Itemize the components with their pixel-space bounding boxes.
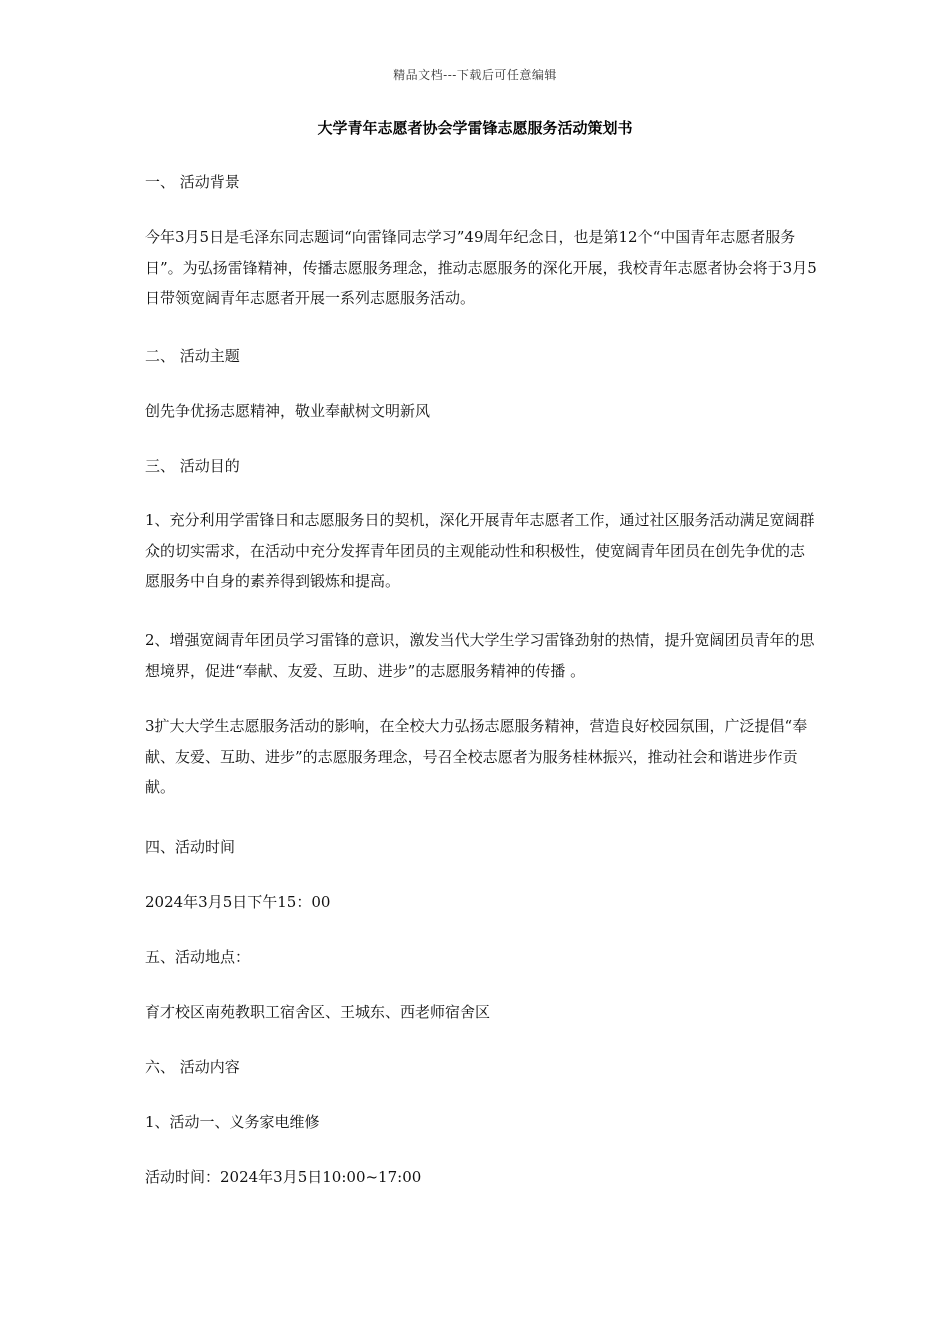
section-heading-theme: 二、 活动主题 bbox=[145, 347, 240, 365]
activity-1-title: 1、活动一、义务家电维修 bbox=[145, 1113, 320, 1131]
section-heading-content: 六、 活动内容 bbox=[145, 1058, 240, 1076]
purpose-item-3: 3扩大大学生志愿服务活动的影响，在全校大力弘扬志愿服务精神，营造良好校园氛围，广泛提倡“奉献、友爱、互助、进步”的志愿服务理念，号召全校志愿者为服务桂林振兴，推动社会和谐进步作贡献。 bbox=[145, 717, 808, 796]
purpose-item-2: 2、增强宽阔青年团员学习雷锋的意识，激发当代大学生学习雷锋劲射的热情，提升宽阔团员青年的思想境界，促进“奉献、友爱、互助、进步”的志愿服务精神的传播 。 bbox=[145, 631, 815, 680]
section-body-theme: 创先争优扬志愿精神，敬业奉献树文明新风 bbox=[145, 402, 431, 420]
document-title: 大学青年志愿者协会学雷锋志愿服务活动策划书 bbox=[317, 119, 633, 137]
section-body-time: 2024年3月5日下午15：00 bbox=[145, 893, 331, 911]
section-heading-background: 一、 活动背景 bbox=[145, 173, 240, 191]
section-heading-purpose: 三、 活动目的 bbox=[145, 457, 240, 475]
activity-1-time: 活动时间：2024年3月5日10:00~17:00 bbox=[145, 1168, 422, 1186]
header-note: 精品文档---下载后可任意编辑 bbox=[393, 68, 557, 82]
section-body-location: 育才校区南苑教职工宿舍区、王城东、西老师宿舍区 bbox=[145, 1003, 491, 1021]
section-body-background: 今年3月5日是毛泽东同志题词“向雷锋同志学习”49周年纪念日，也是第12个“中国青年志愿者服务日”。为弘扬雷锋精神，传播志愿服务理念，推动志愿服务的深化开展，我校青年志愿者协会将于3月5日带领宽阔青年志愿者开展一系列志愿服务活动。 bbox=[145, 228, 817, 307]
section-heading-time: 四、活动时间 bbox=[145, 838, 236, 856]
purpose-item-1: 1、充分利用学雷锋日和志愿服务日的契机，深化开展青年志愿者工作，通过社区服务活动满足宽阔群众的切实需求，在活动中充分发挥青年团员的主观能动性和积极性，使宽阔青年团员在创先争优的志愿服务中自身的素养得到锻炼和提高。 bbox=[145, 511, 815, 590]
section-heading-location: 五、活动地点： bbox=[145, 948, 251, 966]
